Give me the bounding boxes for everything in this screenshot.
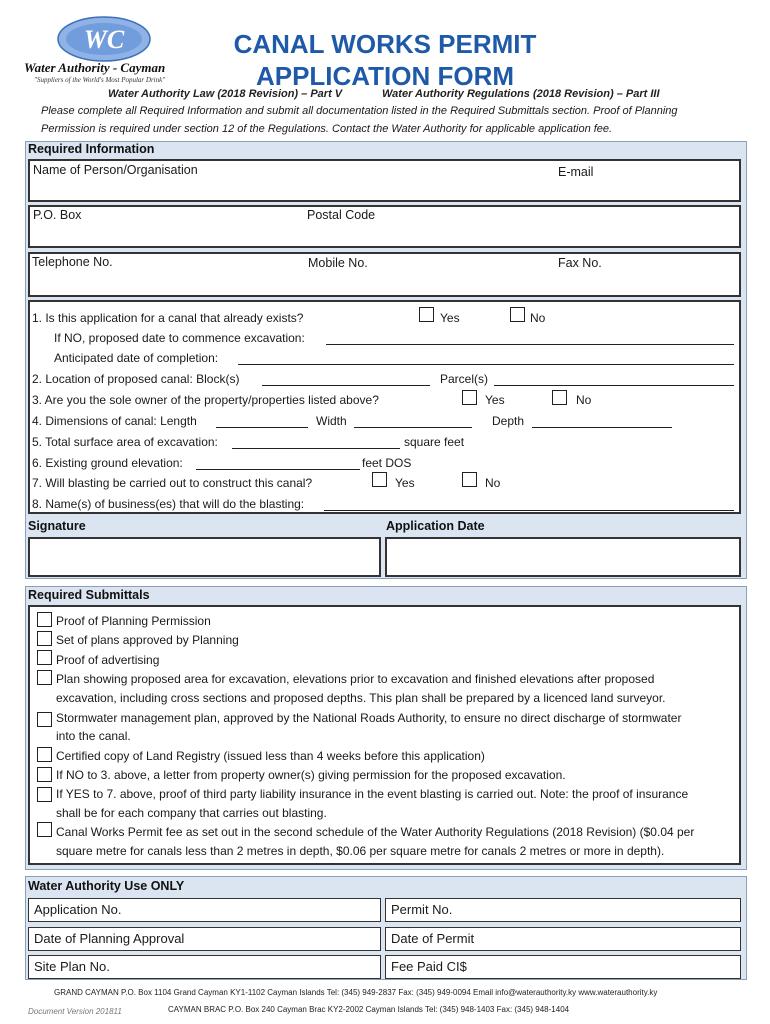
fee-paid-field[interactable] <box>385 955 741 979</box>
submittal-item-5b: into the canal. <box>56 729 131 743</box>
q7-no-label: No <box>485 476 501 490</box>
intro-line-2: Permission is required under section 12 of the Regulations. Contact the Water Authority for applicable application fee. <box>41 123 613 135</box>
permit-date-label: Date of Permit <box>391 931 475 946</box>
intro-line-1: Please complete all Required Information and submit all documentation listed in the Required Submittals section. Proof of Planning <box>41 105 678 117</box>
submittal-checkbox-6[interactable] <box>37 747 52 762</box>
q8-text: 8. Name(s) of business(es) that will do the blasting: <box>32 497 305 511</box>
q7-text: 7. Will blasting be carried out to construct this canal? <box>32 476 313 490</box>
org-name: Water Authority - Cayman <box>24 60 166 75</box>
permit-no-label: Permit No. <box>391 902 453 917</box>
q3-no-checkbox[interactable] <box>552 390 567 405</box>
application-date-heading: Application Date <box>386 519 485 533</box>
postal-code-label: Postal Code <box>307 208 376 222</box>
planning-date-field[interactable] <box>28 927 381 951</box>
q4-width-label: Width <box>316 414 347 428</box>
pobox-label: P.O. Box <box>33 208 82 222</box>
q1-yes-checkbox[interactable] <box>419 307 434 322</box>
submittal-checkbox-3[interactable] <box>37 650 52 665</box>
q3-no-label: No <box>576 393 592 407</box>
q2-parcel-line[interactable] <box>494 385 734 386</box>
water-drop-logo-icon <box>54 14 154 64</box>
use-only-heading: Water Authority Use ONLY <box>28 879 185 893</box>
q5-text: 5. Total surface area of excavation: <box>32 435 218 449</box>
regulation-reference: Water Authority Regulations (2018 Revision) – Part III <box>382 88 660 100</box>
submittal-checkbox-7[interactable] <box>37 767 52 782</box>
q4-text: 4. Dimensions of canal: Length <box>32 414 197 428</box>
submittal-checkbox-9[interactable] <box>37 822 52 837</box>
permit-date-field[interactable] <box>385 927 741 951</box>
form-title-line1: CANAL WORKS PERMIT <box>233 29 537 59</box>
org-tagline: "Suppliers of the World's Most Popular Drink" <box>34 76 166 84</box>
signature-field[interactable] <box>28 537 381 577</box>
submittal-item-8b: shall be for each company that carries out blasting. <box>56 806 327 820</box>
application-no-label: Application No. <box>34 902 122 917</box>
q5-area-line[interactable] <box>232 448 400 449</box>
q6-elevation-line[interactable] <box>196 469 360 470</box>
fax-label: Fax No. <box>558 256 602 270</box>
submittal-item-9a: Canal Works Permit fee as set out in the second schedule of the Water Authority Regulations (2018 Revision) ($0.04 per <box>56 825 695 839</box>
submittal-checkbox-4[interactable] <box>37 670 52 685</box>
phone-field[interactable] <box>28 252 741 297</box>
submittal-item-1: Proof of Planning Permission <box>56 614 211 628</box>
mobile-label: Mobile No. <box>308 256 368 270</box>
footer-grand-cayman: GRAND CAYMAN P.O. Box 1104 Grand Cayman KY1-1102 Cayman Islands Tel: (345) 949-2837 Fax: (345) 949-0094 Email info@waterauthority.ky www.waterauthority.ky <box>54 988 658 997</box>
q1a-text: If NO, proposed date to commence excavation: <box>54 331 305 345</box>
site-plan-label: Site Plan No. <box>34 959 110 974</box>
q4-width-line[interactable] <box>354 427 472 428</box>
submittal-item-4a: Plan showing proposed area for excavation, elevations prior to excavation and finished elevations after proposed <box>56 672 655 686</box>
document-version: Document Version 201811 <box>28 1007 122 1016</box>
logo-monogram: WC <box>83 25 125 54</box>
submittal-checkbox-5[interactable] <box>37 712 52 727</box>
q4-depth-label: Depth <box>492 414 525 428</box>
planning-date-label: Date of Planning Approval <box>34 931 185 946</box>
q2-text: 2. Location of proposed canal: Block(s) <box>32 372 240 386</box>
permit-no-field[interactable] <box>385 898 741 922</box>
submittal-checkbox-8[interactable] <box>37 787 52 802</box>
q1a-date-line[interactable] <box>326 344 734 345</box>
q1b-text: Anticipated date of completion: <box>54 351 219 365</box>
submittals-heading: Required Submittals <box>28 588 150 602</box>
application-date-field[interactable] <box>385 537 741 577</box>
email-label: E-mail <box>558 165 594 179</box>
q5-unit: square feet <box>404 435 465 449</box>
submittal-item-4b: excavation, including cross sections and proposed depths. This plan shall be prepared by a licenced land surveyor. <box>56 691 666 705</box>
q2-block-line[interactable] <box>262 385 430 386</box>
submittal-item-6: Certified copy of Land Registry (issued less than 4 weeks before this application) <box>56 749 485 763</box>
q6-text: 6. Existing ground elevation: <box>32 456 183 470</box>
q6-unit: feet DOS <box>362 456 412 470</box>
q1-text: 1. Is this application for a canal that already exists? <box>32 311 304 325</box>
q4-length-line[interactable] <box>216 427 308 428</box>
q7-yes-checkbox[interactable] <box>372 472 387 487</box>
submittal-item-7: If NO to 3. above, a letter from property owner(s) giving permission for the proposed excavation. <box>56 768 566 782</box>
submittal-checkbox-1[interactable] <box>37 612 52 627</box>
q4-depth-line[interactable] <box>532 427 672 428</box>
q8-business-line[interactable] <box>324 510 734 511</box>
footer-cayman-brac: CAYMAN BRAC P.O. Box 240 Cayman Brac KY2-2002 Cayman Islands Tel: (345) 948-1403 Fax: (345) 948-1404 <box>168 1005 570 1014</box>
q1-yes-label: Yes <box>440 311 460 325</box>
q7-yes-label: Yes <box>395 476 415 490</box>
q1-no-label: No <box>530 311 546 325</box>
submittal-item-9b: square metre for canals less than 2 metres in depth, $0.06 per square metre for canals 2 metres or more in depth). <box>56 844 665 858</box>
telephone-label: Telephone No. <box>32 255 113 269</box>
signature-heading: Signature <box>28 519 86 533</box>
required-info-heading: Required Information <box>28 142 155 156</box>
q3-yes-checkbox[interactable] <box>462 390 477 405</box>
form-title-line2: APPLICATION FORM <box>255 61 515 91</box>
site-plan-field[interactable] <box>28 955 381 979</box>
law-reference: Water Authority Law (2018 Revision) – Part V <box>108 88 343 100</box>
submittal-item-8a: If YES to 7. above, proof of third party liability insurance in the event blasting is carried out. Note: the proof of insurance <box>56 787 689 801</box>
application-no-field[interactable] <box>28 898 381 922</box>
fee-paid-label: Fee Paid CI$ <box>391 959 467 974</box>
q3-yes-label: Yes <box>485 393 505 407</box>
q7-no-checkbox[interactable] <box>462 472 477 487</box>
q1-no-checkbox[interactable] <box>510 307 525 322</box>
submittal-checkbox-2[interactable] <box>37 631 52 646</box>
name-label: Name of Person/Organisation <box>33 163 198 177</box>
logo <box>22 14 202 89</box>
q1b-date-line[interactable] <box>238 364 734 365</box>
address-field[interactable] <box>28 205 741 248</box>
q2-parcel-label: Parcel(s) <box>440 372 489 386</box>
submittal-item-2: Set of plans approved by Planning <box>56 633 239 647</box>
submittal-item-5a: Stormwater management plan, approved by the National Roads Authority, to ensure no direct discharge of stormwater <box>56 711 682 725</box>
submittal-item-3: Proof of advertising <box>56 653 160 667</box>
q3-text: 3. Are you the sole owner of the property/properties listed above? <box>32 393 379 407</box>
